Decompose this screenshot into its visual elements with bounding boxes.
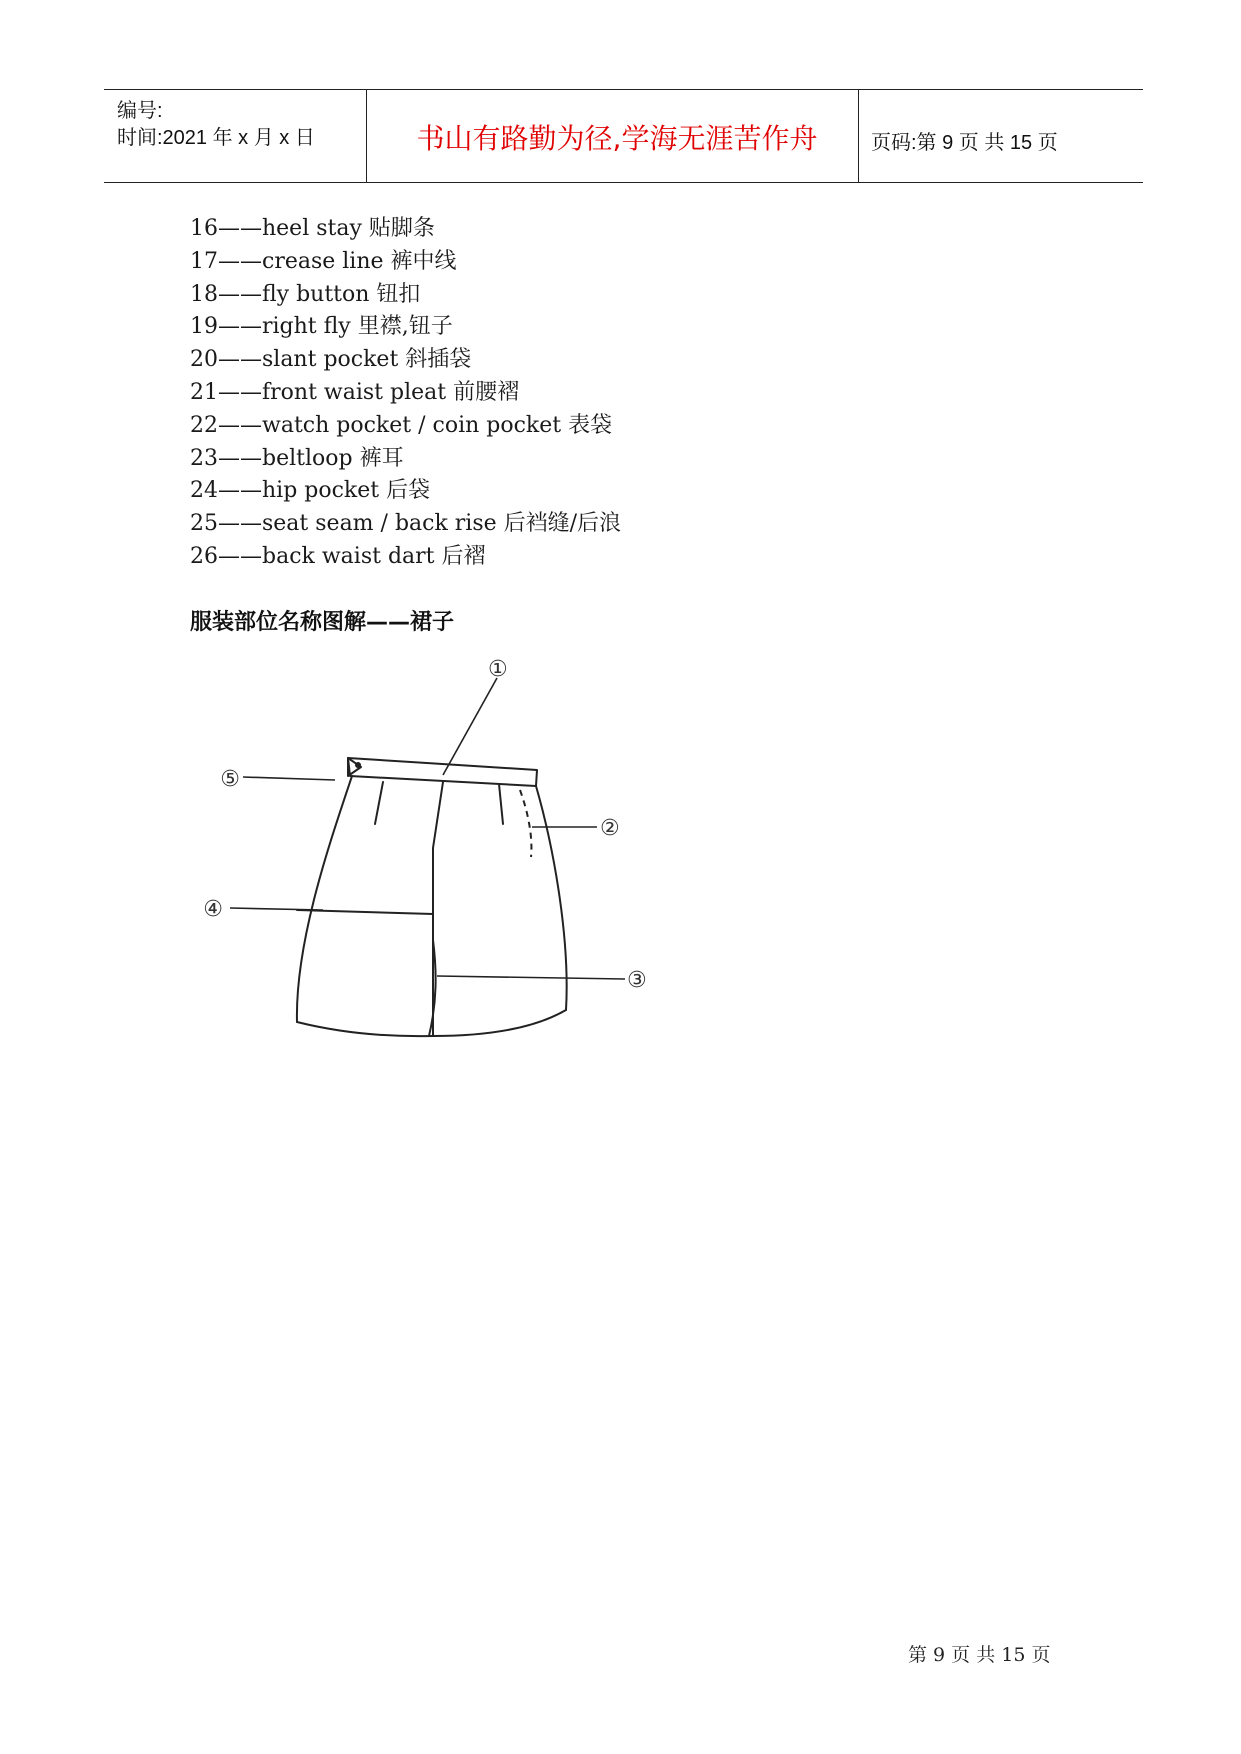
page-label: 页码:第 9 页 共 15 页 bbox=[871, 132, 1058, 154]
term-item: 18——fly button 钮扣 bbox=[190, 281, 421, 307]
time-label: 时间:2021 年 x 月 x 日 bbox=[117, 127, 315, 149]
term-item: 16——heel stay 贴脚条 bbox=[190, 216, 435, 241]
skirt-left-side bbox=[297, 776, 352, 1022]
skirt-hem-right bbox=[433, 1010, 566, 1036]
serial-label: 编号: bbox=[117, 100, 163, 122]
skirt-hem-left bbox=[297, 1022, 433, 1036]
term-item: 24——hip pocket 后袋 bbox=[190, 478, 431, 504]
skirt-diagram bbox=[185, 657, 695, 1092]
section-title: 服装部位名称图解——裙子 bbox=[190, 610, 455, 635]
pocket-stitch bbox=[520, 790, 531, 857]
term-item: 21——front waist pleat 前腰褶 bbox=[190, 379, 520, 405]
term-list bbox=[190, 213, 621, 574]
term-item: 26——back waist dart 后褶 bbox=[190, 543, 486, 569]
header-bottom-rule bbox=[104, 182, 1143, 183]
callout-5: ⑤ bbox=[220, 767, 240, 792]
header-motto: 书山有路勤为径,学海无涯苦作舟 bbox=[416, 122, 818, 155]
term-item: 22——watch pocket / coin pocket 表袋 bbox=[190, 412, 613, 438]
skirt-right-side bbox=[536, 786, 567, 1010]
callout-4: ④ bbox=[203, 897, 223, 922]
front-dart-right bbox=[499, 784, 503, 824]
callout-1: ① bbox=[488, 657, 508, 682]
callout-3: ③ bbox=[627, 968, 647, 993]
term-item: 19——right fly 里襟,钮子 bbox=[190, 314, 453, 340]
page-footer: 第 9 页 共 15 页 bbox=[908, 1644, 1051, 1666]
header-top-rule bbox=[104, 89, 1143, 90]
header-divider-left bbox=[366, 90, 367, 183]
waistband-button bbox=[355, 762, 361, 768]
term-item: 17——crease line 裤中线 bbox=[190, 248, 457, 274]
term-item: 23——beltloop 裤耳 bbox=[190, 445, 404, 471]
term-item: 20——slant pocket 斜插袋 bbox=[190, 347, 472, 373]
front-dart-left bbox=[375, 782, 383, 824]
callout-2: ② bbox=[600, 816, 620, 841]
term-item: 25——seat seam / back rise 后裆缝/后浪 bbox=[190, 511, 622, 537]
